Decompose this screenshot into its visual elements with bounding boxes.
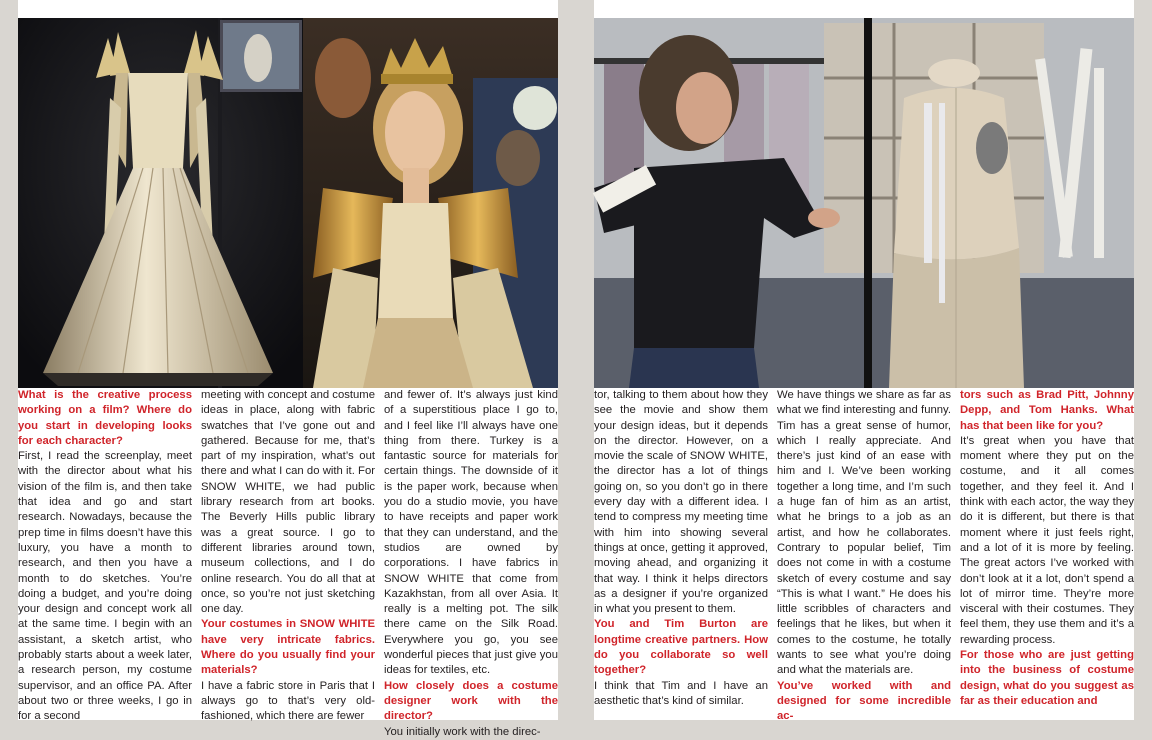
queen-still-photo bbox=[303, 18, 558, 388]
answer-fabrics-cont: and fewer of. It’s always just kind of a superstitious place I go to, and I feel like I’ll always have one thing from there. Turkey is a fantastic source for materials for certain things. The downside of it is the paper work, because when you do a studio movie, you have to have receipts and paper work that they can understand, and the studios are owned by corporations. I have fabrics in SNOW WHITE that come from Kazakhstan, from all over Asia. It really is a melting pot. The silk there came on the Silk Road. Everywhere you go, you see wonderful pieces that just give you ideas for textiles, etc. bbox=[384, 389, 558, 677]
question-actors-cont: tors such as Brad Pitt, Johnny Depp, and Tom Hanks. What has that been like for you? bbox=[960, 389, 1134, 432]
question-creative-process: What is the creative process working on a film? Where do you start in developing looks for each character? bbox=[18, 389, 192, 447]
answer-creative-process-cont: meeting with concept and costume ideas in place, along with fabric swatches that I’ve gone out and gathered. Because for me, that’s part of my inspiration, what’s out there and what I can do with it. For SNOW WHITE, we had public library research from art books. The Beverly Hills public library was a great source. I go to different libraries around town, museum collections, and I do online research. You do all that at once, so you’re not just sketching one day. bbox=[201, 389, 375, 616]
right-column-3 bbox=[960, 388, 1134, 709]
answer-creative-process: First, I read the screenplay, meet with the director about what his vision of the film is, and then take that idea and go and start research. Nowadays, because the prep time in films doesn’t have this luxury, you have a month to research, and then you have a month to do sketches. You’re doing a budget, and you’re doing your design and concept work all at the same time. I begin with an assistant, a sketch artist, who probably starts about a week later, a research person, my costume supervisor, and an office PA. After about two or three weeks, I go in for a second bbox=[18, 450, 192, 723]
answer-director-cont: tor, talking to them about how they see the movie and show them your design ideas, but it depends on the director. However, on a movie the scale of SNOW WHITE, the director has a lot of things going on, so you don’t go in there every day with a different idea. I tend to compress my meeting time with him into showing several things at once, getting it approved, moving ahead, and organizing it that way. I think it helps directors as a designer if you’re organized in what you present to them. bbox=[594, 389, 768, 616]
right-column-1 bbox=[594, 388, 768, 709]
answer-director: You initially work with the direc- bbox=[384, 725, 541, 738]
gown-display-photo bbox=[18, 18, 303, 388]
right-page bbox=[594, 0, 1134, 723]
question-tim-burton: You and Tim Burton are longtime creative partners. How do you collaborate so well together? bbox=[594, 618, 768, 677]
question-fabrics: Your costumes in SNOW WHITE have very intricate fabrics. Where do you usually find your materials? bbox=[201, 618, 375, 677]
answer-tim-burton-cont: We have things we share as far as what we find interesting and funny. Tim has a great sense of humor, which I really appreciate. And there’s just kind of an ease with him and I. We’ve been working together a long time, and I’m such a huge fan of him as an artist, what he brings to a job as an artist, and how he collaborates. Contrary to popular belief, Tim does not come in with a costume sketch of every costume and say “This is what I want.” He does his little scribbles of characters and feelings that he likes, but when it comes to the costume, he totally wants to see what you’re doing and what the materials are. bbox=[777, 389, 951, 677]
designer-fitting-photo bbox=[594, 18, 1134, 388]
answer-fabrics: I have a fabric store in Paris that I always go to that’s very old-fashioned, which there are fewer bbox=[201, 679, 375, 723]
right-column-2 bbox=[777, 388, 951, 725]
left-column-2 bbox=[201, 388, 375, 725]
answer-tim-burton: I think that Tim and I have an aesthetic that’s kind of similar. bbox=[594, 679, 768, 707]
left-column-3 bbox=[384, 388, 558, 740]
question-actors: You’ve worked with and designed for some incredible ac- bbox=[777, 679, 951, 723]
left-page bbox=[18, 0, 558, 738]
question-education: For those who are just getting into the business of costume design, what do you suggest as far as their education and bbox=[960, 649, 1134, 707]
answer-actors: It’s great when you have that moment where they put on the costume, and it all comes together, and they feel it. And I think with each actor, the way they do it is different, but there is that moment where it just feels right, and a lot of it is more by feeling. The great actors I’ve worked with don’t look at it a lot, don’t spend a lot of mirror time. They’re more visceral with their costumes. They feel them, they use them and it’s a rewarding process. bbox=[960, 434, 1134, 646]
question-director: How closely does a costume designer work with the director? bbox=[384, 679, 558, 723]
left-column-1 bbox=[18, 388, 192, 725]
